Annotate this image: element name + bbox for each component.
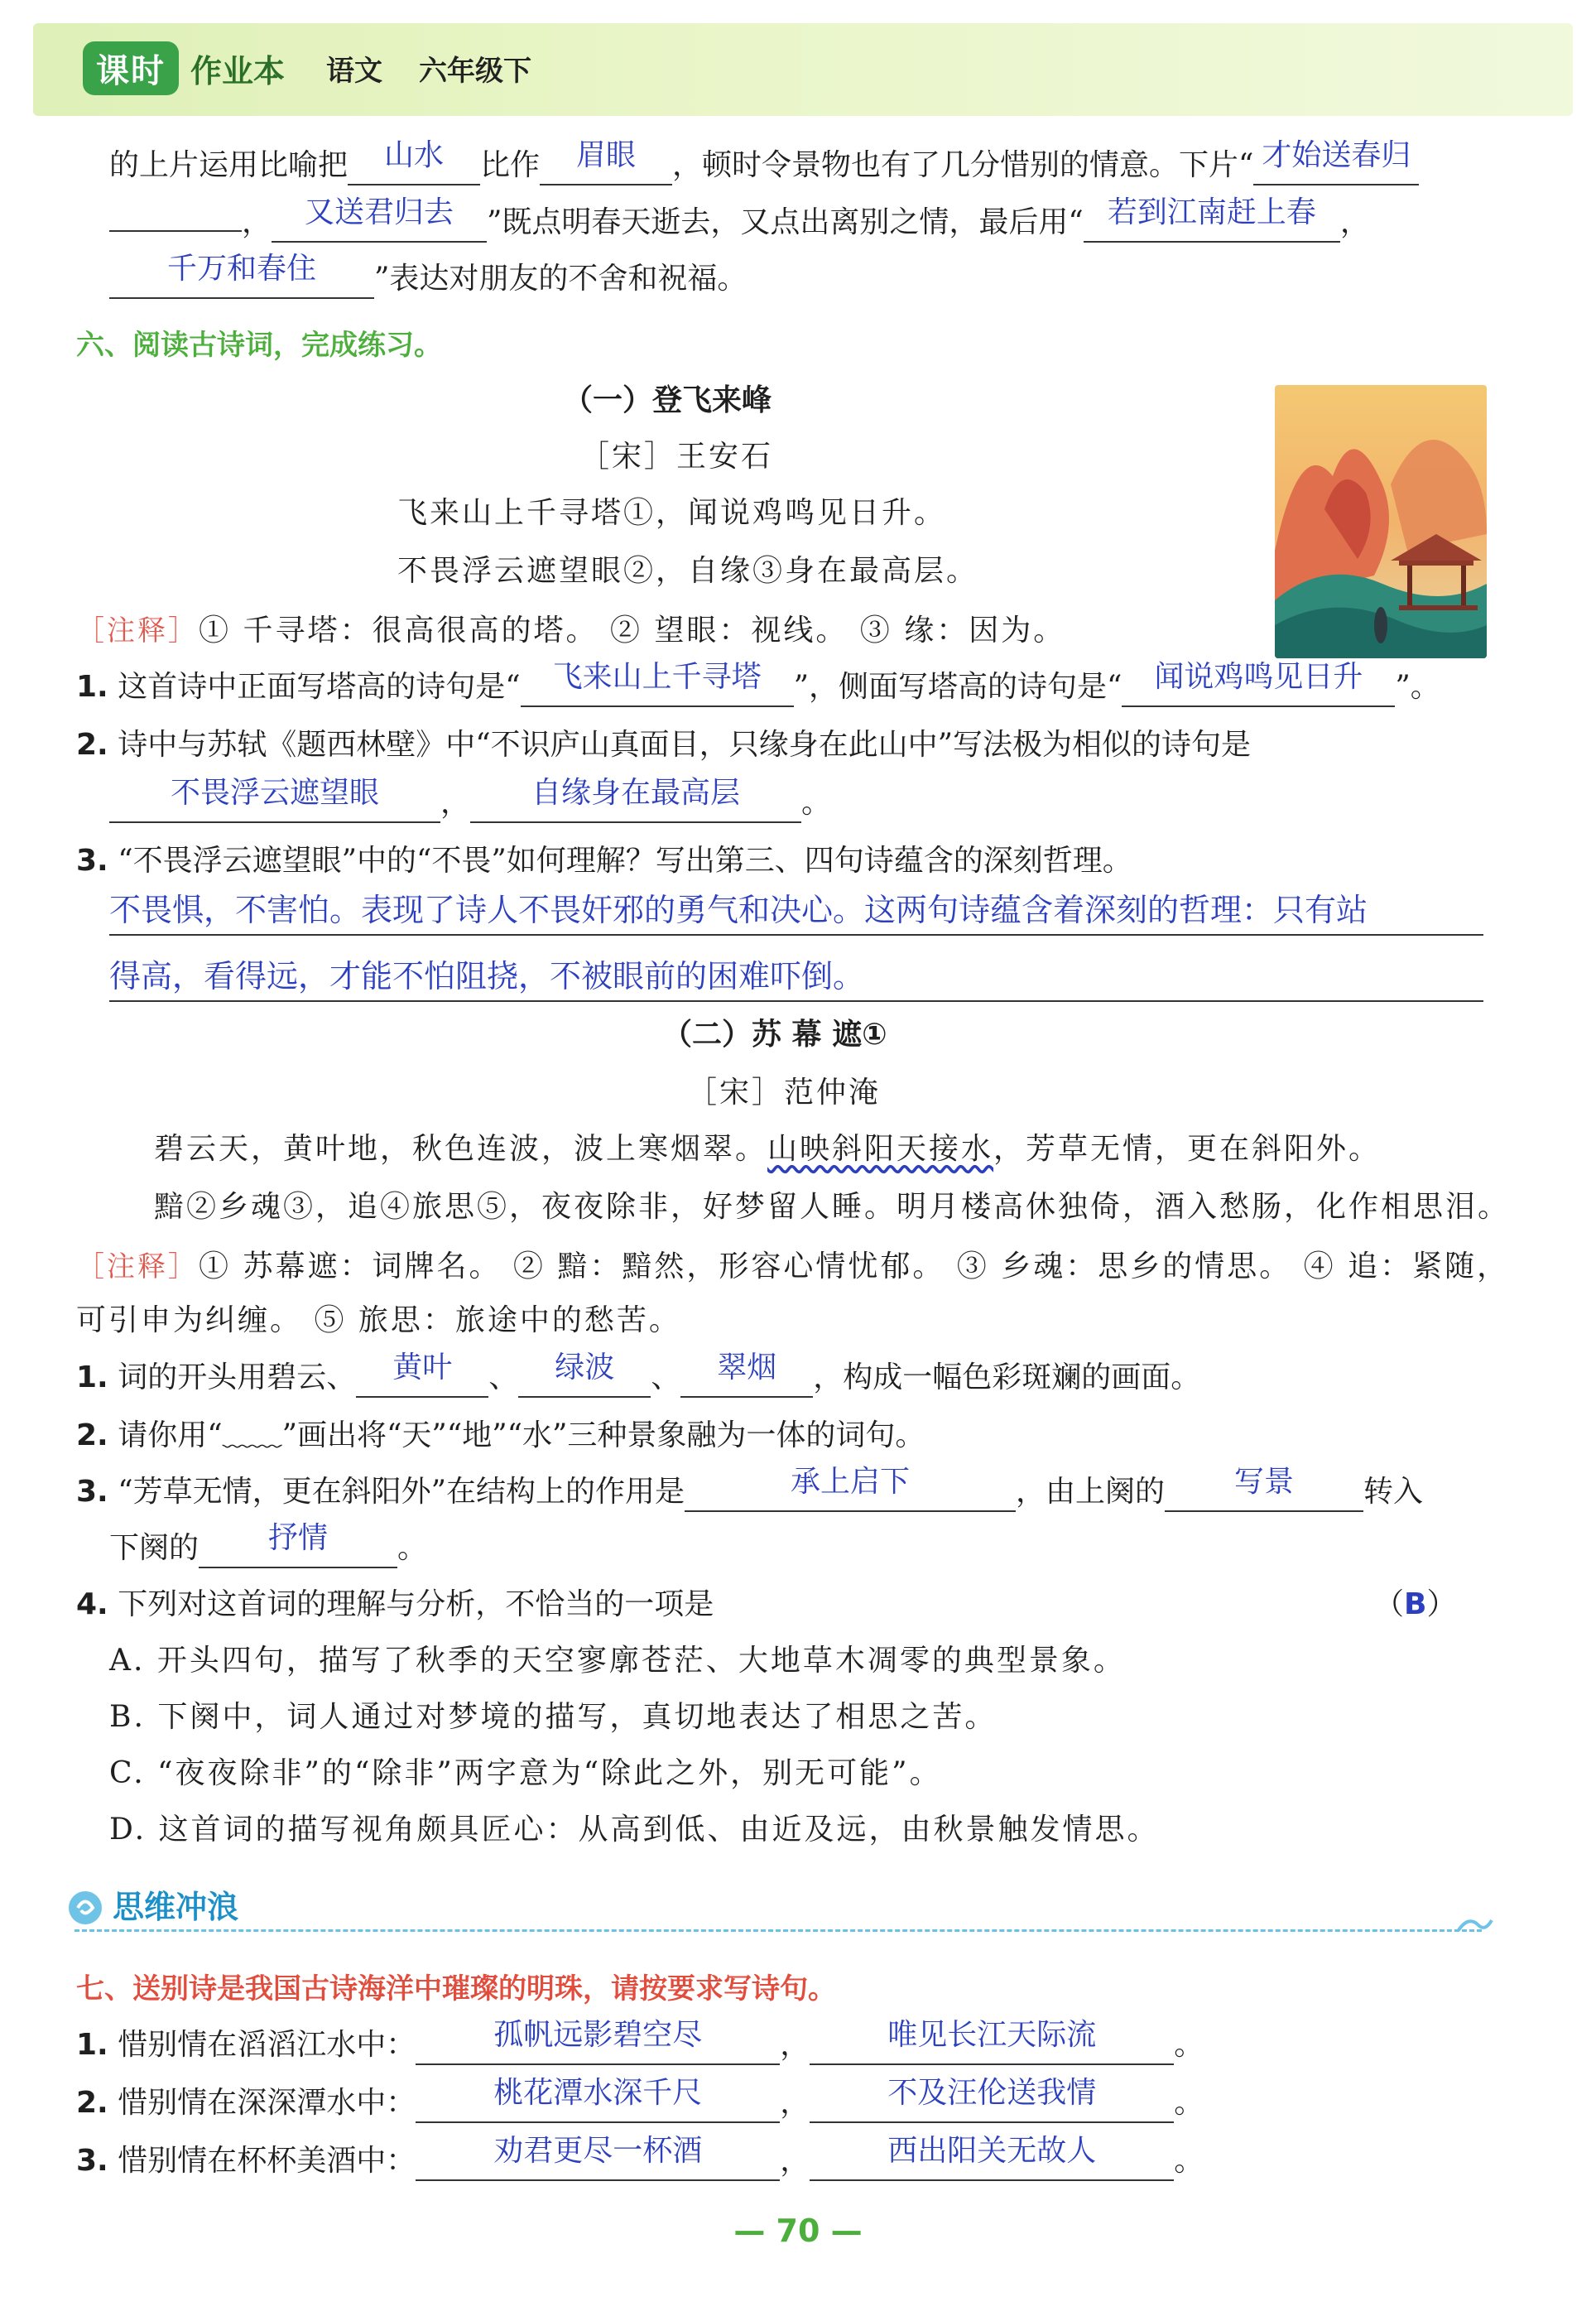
answer-text: 唯见长江天际流 bbox=[887, 2018, 1097, 2052]
poem-2-notes-line-1 bbox=[76, 1249, 1509, 1285]
header-brand bbox=[83, 41, 531, 95]
text: （ bbox=[1374, 1587, 1405, 1621]
text: 。 bbox=[1174, 2086, 1204, 2120]
answer-blank bbox=[416, 2134, 780, 2181]
answer-text: 山水 bbox=[384, 138, 445, 172]
question-number: 1. bbox=[76, 670, 108, 704]
text: ， bbox=[780, 2144, 810, 2178]
note-text: ① 千寻塔：很高很高的塔。 ② 望眼：视线。 ③ 缘：因为。 bbox=[199, 614, 1066, 648]
dashed-divider bbox=[75, 1929, 1482, 1932]
answer-text: 孤帆远影碧空尽 bbox=[493, 2018, 703, 2052]
answer-blank bbox=[1165, 1465, 1363, 1512]
answer-blank bbox=[109, 776, 440, 823]
poem-2-line-1 bbox=[154, 1131, 1381, 1168]
text: 惜别情在滔滔江水中： bbox=[118, 2028, 416, 2062]
text: ， bbox=[242, 205, 272, 239]
question-number: 2. bbox=[76, 1418, 108, 1452]
answer-blank bbox=[416, 2018, 780, 2065]
grade-label: 六年级下 bbox=[419, 55, 532, 88]
text: ， bbox=[780, 2028, 810, 2062]
text: 下阕的 bbox=[109, 1531, 200, 1565]
option-c: C. “夜夜除非”的“除非”两字意为“除此之外，别无可能”。 bbox=[109, 1756, 942, 1790]
text: 这首诗中正面写塔高的诗句是“ bbox=[118, 670, 521, 704]
answer-rule bbox=[109, 934, 1483, 936]
subject-label: 语文 bbox=[326, 55, 383, 88]
poem-2-notes-line-2: 可引申为纠缠。 ⑤ 旅思：旅途中的愁苦。 bbox=[76, 1303, 681, 1337]
answer-text: 自缘身在最高层 bbox=[531, 776, 741, 810]
text: ”。 bbox=[1395, 670, 1440, 704]
answer-text: 才始送春归 bbox=[1262, 138, 1411, 172]
poem-1-title: （一）登飞来峰 bbox=[563, 383, 772, 417]
poem-1-question-1 bbox=[76, 660, 1440, 707]
text: ，顿时令景物也有了几分惜别的情意。下片“ bbox=[672, 148, 1254, 182]
text: 惜别情在深深潭水中： bbox=[118, 2086, 416, 2120]
poem-2-question-3-line-2 bbox=[109, 1521, 428, 1568]
answer-blank bbox=[199, 1521, 397, 1568]
answer-text: 承上启下 bbox=[790, 1465, 910, 1499]
text: 、 bbox=[651, 1360, 681, 1394]
answer-text: 绿波 bbox=[555, 1351, 615, 1384]
answer-blank bbox=[521, 660, 794, 707]
answer-text: 写景 bbox=[1234, 1465, 1295, 1499]
answer-blank bbox=[810, 2076, 1174, 2123]
text: ， bbox=[1339, 205, 1370, 239]
answer-text: 劝君更尽一杯酒 bbox=[493, 2134, 703, 2168]
poem-1-line-2: 不畏浮云遮望眼②，自缘③身在最高层。 bbox=[397, 554, 979, 588]
answer-text: 眉眼 bbox=[576, 138, 637, 172]
note-text: ① 苏幕遮：词牌名。 ② 黯：黯然，形容心情忧郁。 ③ 乡魂：思乡的情思。 ④ 追：紧随， bbox=[199, 1250, 1510, 1283]
text: “不畏浮云遮望眼”中的“不畏”如何理解？写出第三、四句诗蕴含的深刻哲理。 bbox=[118, 844, 1132, 878]
option-b: B. 下阕中，词人通过对梦境的描写，真切地表达了相思之苦。 bbox=[109, 1700, 997, 1734]
text: ， bbox=[440, 786, 471, 820]
answer-blank bbox=[518, 1351, 651, 1398]
page-number: — 70 — bbox=[733, 2213, 863, 2249]
text: 请你用“﹏﹏”画出将“天”“地”“水”三种景象融为一体的词句。 bbox=[118, 1418, 925, 1452]
answer-text: 千万和春住 bbox=[166, 252, 316, 286]
text: ， bbox=[780, 2086, 810, 2120]
section-7-item-1 bbox=[76, 2018, 1204, 2065]
poem-2-title: （二）苏 幕 遮① bbox=[662, 1018, 887, 1052]
poem-1-question-3-answer-line-2: 得高，看得远，才能不怕阻挠，不被眼前的困难吓倒。 bbox=[109, 958, 865, 994]
answer-text: 抒情 bbox=[268, 1521, 329, 1555]
poem-2-question-3 bbox=[76, 1465, 1424, 1512]
text: ”表达对朋友的不舍和祝福。 bbox=[374, 262, 748, 296]
question-number: 2. bbox=[76, 2086, 108, 2120]
question-number: 1. bbox=[76, 1360, 108, 1394]
answer-blank bbox=[1122, 660, 1395, 707]
answer-blank bbox=[1253, 138, 1419, 185]
answer-text: 黄叶 bbox=[392, 1351, 453, 1384]
poem-1-line-1: 飞来山上千寻塔①，闻说鸡鸣见日升。 bbox=[397, 496, 947, 530]
poem-1-question-2-answers bbox=[109, 776, 832, 823]
wavy-underlined-phrase: 山映斜阳天接水 bbox=[767, 1132, 994, 1166]
choice-answer: B bbox=[1404, 1587, 1427, 1621]
top-line-1 bbox=[109, 138, 1419, 185]
answer-blank bbox=[540, 138, 672, 185]
answer-text: 不及汪伦送我情 bbox=[887, 2076, 1097, 2110]
text: 诗中与苏轼《题西林壁》中“不识庐山真面目，只缘身在此山中”写法极为相似的诗句是 bbox=[118, 728, 1251, 762]
question-number: 3. bbox=[76, 844, 108, 878]
text: ） bbox=[1426, 1587, 1457, 1621]
answer-text: 翠烟 bbox=[717, 1351, 777, 1384]
think-section-banner bbox=[66, 1884, 1490, 1933]
answer-blank bbox=[272, 195, 487, 243]
text: 惜别情在杯杯美酒中： bbox=[118, 2144, 416, 2178]
section-7-heading: 七、送别诗是我国古诗海洋中璀璨的明珠，请按要求写诗句。 bbox=[76, 1972, 836, 2006]
text: 的上片运用比喻把 bbox=[109, 148, 349, 182]
answer-text: 闻说鸡鸣见日升 bbox=[1154, 660, 1363, 694]
poem-2-question-2 bbox=[76, 1418, 925, 1454]
wave-icon bbox=[1457, 1914, 1493, 1935]
question-number: 3. bbox=[76, 1475, 108, 1509]
poem-text: ，芳草无情，更在斜阳外。 bbox=[993, 1132, 1382, 1166]
answer-blank bbox=[356, 1351, 488, 1398]
brand-text: 作业本 bbox=[190, 53, 286, 89]
answer-blank bbox=[109, 230, 242, 232]
question-number: 4. bbox=[76, 1587, 108, 1621]
question-number: 2. bbox=[76, 728, 108, 762]
text: ”，侧面写塔高的诗句是“ bbox=[793, 670, 1122, 704]
option-a: A. 开头四句，描写了秋季的天空寥廓苍茫、大地草木凋零的典型景象。 bbox=[109, 1644, 1126, 1678]
text: 。 bbox=[397, 1531, 428, 1565]
answer-blank bbox=[810, 2018, 1174, 2065]
text: ，由上阕的 bbox=[1016, 1475, 1166, 1509]
note-tag: ［注释］ bbox=[76, 1250, 199, 1283]
text: 词的开头用碧云、 bbox=[118, 1360, 357, 1394]
poem-1-question-2 bbox=[76, 727, 1251, 763]
poem-2-question-4 bbox=[76, 1587, 714, 1623]
think-section-title: 思维冲浪 bbox=[113, 1889, 239, 1925]
section-7-item-2 bbox=[76, 2076, 1204, 2123]
text: 。 bbox=[801, 786, 832, 820]
text: ，构成一幅色彩斑斓的画面。 bbox=[813, 1360, 1201, 1394]
poem-1-notes bbox=[76, 613, 1065, 649]
text: “芳草无情，更在斜阳外”在结构上的作用是 bbox=[118, 1475, 685, 1509]
answer-bracket bbox=[1374, 1587, 1456, 1623]
top-line-2 bbox=[109, 195, 1370, 243]
answer-text: 飞来山上千寻塔 bbox=[552, 660, 762, 694]
answer-text: 不畏浮云遮望眼 bbox=[170, 776, 379, 810]
option-d: D. 这首词的描写视角颇具匠心：从高到低、由近及远，由秋景触发情思。 bbox=[109, 1813, 1160, 1847]
answer-rule bbox=[109, 1000, 1483, 1002]
text: 。 bbox=[1174, 2028, 1204, 2062]
answer-blank bbox=[348, 138, 480, 185]
answer-blank bbox=[810, 2134, 1174, 2181]
poem-1-question-3 bbox=[76, 843, 1132, 879]
section-6-heading: 六、阅读古诗词，完成练习。 bbox=[76, 329, 442, 362]
text: 比作 bbox=[480, 148, 541, 182]
answer-blank bbox=[680, 1351, 813, 1398]
text: 、 bbox=[488, 1360, 519, 1394]
text: 下列对这首词的理解与分析，不恰当的一项是 bbox=[118, 1587, 714, 1621]
poem-1-author: ［宋］王安石 bbox=[579, 440, 774, 474]
answer-blank bbox=[109, 252, 374, 299]
swirl-icon bbox=[66, 1889, 104, 1927]
answer-text: 若到江南赶上春 bbox=[1107, 195, 1316, 229]
poem-1-question-3-answer-line-1: 不畏惧，不害怕。表现了诗人不畏奸邪的勇气和决心。这两句诗蕴含着深刻的哲理：只有站 bbox=[109, 892, 1368, 928]
question-number: 1. bbox=[76, 2028, 108, 2062]
landscape-painting-image bbox=[1275, 385, 1487, 658]
text: ”既点明春天逝去，又点出离别之情，最后用“ bbox=[487, 205, 1084, 239]
text: 转入 bbox=[1363, 1475, 1424, 1509]
answer-text: 西出阳关无故人 bbox=[887, 2134, 1097, 2168]
poem-text: 碧云天，黄叶地，秋色连波，波上寒烟翠。 bbox=[154, 1132, 768, 1166]
top-line-3 bbox=[109, 252, 748, 299]
answer-blank bbox=[685, 1465, 1016, 1512]
brand-badge: 课时 bbox=[83, 41, 179, 95]
question-number: 3. bbox=[76, 2144, 108, 2178]
answer-blank bbox=[470, 776, 801, 823]
answer-text: 桃花潭水深千尺 bbox=[493, 2076, 703, 2110]
poem-2-author: ［宋］范仲淹 bbox=[687, 1076, 882, 1110]
note-tag: ［注释］ bbox=[76, 614, 199, 648]
answer-text: 又送君归去 bbox=[305, 195, 454, 229]
section-7-item-3 bbox=[76, 2134, 1204, 2181]
text: 。 bbox=[1174, 2144, 1204, 2178]
poem-2-line-2: 黯②乡魂③，追④旅思⑤，夜夜除非，好梦留人睡。明月楼高休独倚，酒入愁肠，化作相思泪。 bbox=[154, 1190, 1511, 1224]
landscape-painting bbox=[1275, 385, 1487, 658]
answer-blank bbox=[1084, 195, 1340, 243]
poem-2-question-1 bbox=[76, 1351, 1201, 1398]
answer-blank bbox=[416, 2076, 780, 2123]
